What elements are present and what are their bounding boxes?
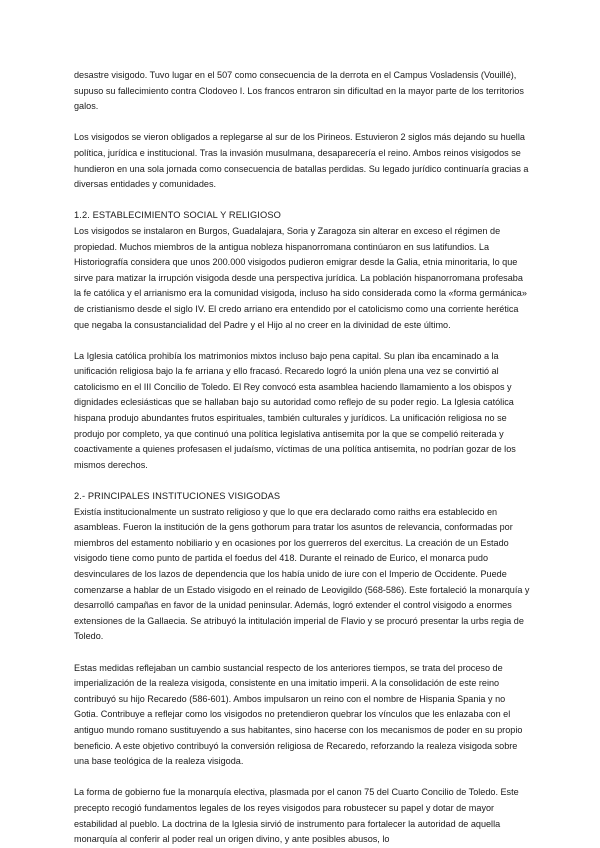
paragraph-church: La Iglesia católica prohibía los matrimonios mixtos incluso bajo pena capital. Su plan iba encaminado a la unificación religiosa bajo la fe arriana y ello fracasó. Recaredo logró la unión plena una vez se convirtió al catolicismo en el III Concilio de Toledo. El Rey convocó esta asamblea haciendo llamamiento a los obispos y dignidades eclesiásticas que se hallaban bajo su autoridad como reflejo de su poder regio. La Iglesia católica hispana produjo abundantes frutos espirituales, también culturales y jurídicos. La unificación religiosa no se produjo por completo, ya que continuó una política legislativa antisemita por la que se compelió reiterada y coactivamente a quienes profesasen el judaísmo, víctimas de una política antisemita, no podrían gozar de los mismos derechos. [74,350,516,470]
section-heading-instituciones: 2.- PRINCIPALES INSTITUCIONES VISIGODAS [74,491,281,502]
paragraph-pyrenees: Los visigodos se vieron obligados a replegarse al sur de los Pirineos. Estuvieron 2 siglos más dejando su huella política, jurídica e institucional. Tras la invasión musulmana, desaparecería el reino. Ambos reinos visigodos se hundieron en una sola jornada como consecuencia de batallas perdidas. Su legado jurídico continuaría gracias a diversas entidades y comunidades. [74,132,529,190]
section-heading-establecimiento: 1.2. ESTABLECIMIENTO SOCIAL Y RELIGIOSO [74,210,281,221]
paragraph-institutions: Existía institucionalmente un sustrato religioso y que lo que era declarado como raiths era establecido en asambleas. Fueron la institución de la gens gothorum para tratar los asuntos de relevancia, conformadas por miembros del estamento nobiliario y en ocasiones por los guerreros del exercitus. La creación de un Estado visigodo tiene como punto de partida el foedus del 418. Durante el reinado de Eurico, el monarca pudo desvinculares de los lazos de dependencia que los había unido de iure con el Imperio de Occidente. Puede comenzarse a hablar de un Estado visigodo en el reinado de Leovigildo (568-586). Este fortaleció la monarquía y desarrolló campañas en favor de la unidad peninsular. Además, logró extender el control visigodo a enormes extensiones de la Gallaecia. Se atribuyó la intitulación imperial de Flavio y se procuró presentar la urbs regia de Toledo. [74,506,530,642]
paragraph-imperialization: Estas medidas reflejaban un cambio sustancial respecto de los anteriores tiempos, se trata del proceso de imperialización de la realeza visigoda, consistente en una imitatio imperii. A la consolidación de este reino contribuyó su hijo Recaredo (586-601). Ambos impulsaron un reino con el nombre de Hispania Spania y no Gotia. Contribuye a reflejar como los visigodos no pretendieron quebrar los vínculos que les enlazaba con el antiguo mundo romano sustituyendo a sus habitantes, sino hacerse con los mecanismos de poder en su propio beneficio. A este objetivo contribuyó la conversión religiosa de Recaredo, reforzando la realeza visigoda sobre una base teológica de la realeza visigoda. [74,662,523,767]
document-page [74,68,530,848]
paragraph-settlement: Los visigodos se instalaron en Burgos, Guadalajara, Soria y Zaragoza sin alterar en exceso el régimen de propiedad. Muchos miembros de la antigua nobleza hispanorromana continúaron en sus latifundios. La Historiografía considera que unos 200.000 visigodos pudieron emigrar desde la Galia, etnia minoritaria, lo que sirve para matizar la irrupción visigoda desde una perspectiva jurídica. La población hispanorromana profesaba la fe católica y el arrianismo era la comunidad visigoda, incluso ha sido considerada como la «forma germánica» de cristianismo desde el siglo IV. El credo arriano era entendido por el catolicismo como una corriente herética que negaba la consustancialidad del Padre y el Hijo al no creer en la divinidad de este último. [74,225,527,330]
paragraph-intro: desastre visigodo. Tuvo lugar en el 507 como consecuencia de la derrota en el Campus Vosladensis (Vouillé), supuso su fallecimiento contra Clodoveo I. Los francos entraron sin dificultad en la mayor parte de los territorios galos. [74,70,524,112]
paragraph-monarchy: La forma de gobierno fue la monarquía electiva, plasmada por el canon 75 del Cuarto Concilio de Toledo. Este precepto recogió fundamentos legales de los reyes visigodos para robustecer su papel y dotar de mayor estabilidad al pueblo. La doctrina de la Iglesia sirvió de instrumento para fortalecer la autoridad de aquella monarquía al conferir al poder real un origen divino, y ante posibles abusos, lo [74,787,519,845]
